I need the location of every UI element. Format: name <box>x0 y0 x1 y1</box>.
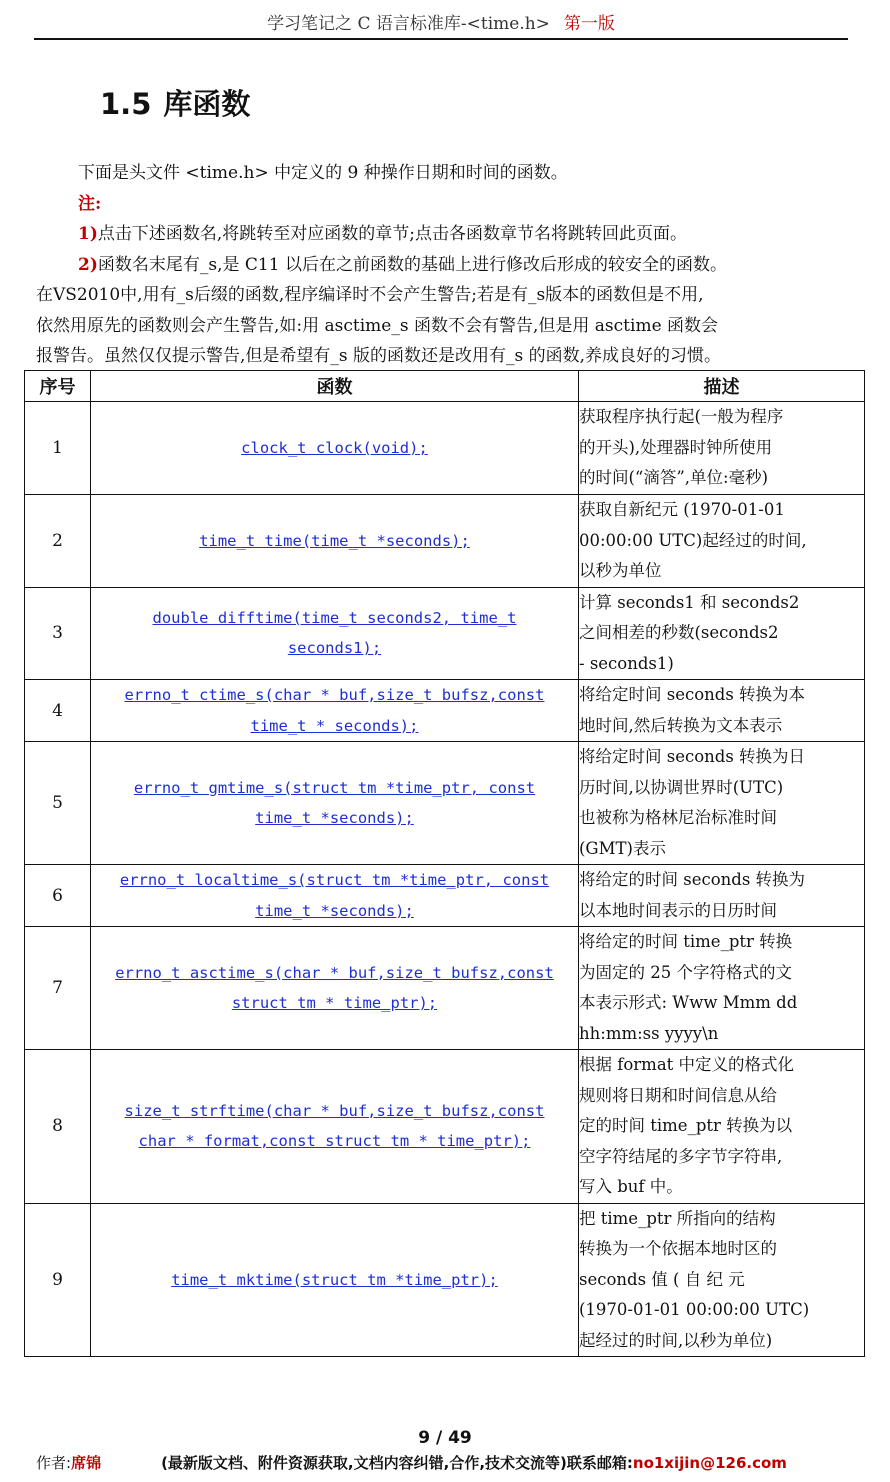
function-cell <box>91 680 579 742</box>
header-title: 学习笔记之 C 语言标准库-<time.h> <box>267 14 550 34</box>
function-link-asctime-s[interactable]: errno_t asctime_s(char * buf,size_t bufsz,const struct tm * time_ptr); <box>115 963 554 1012</box>
function-link-mktime[interactable]: time_t mktime(struct tm *time_ptr); <box>171 1270 498 1289</box>
note-2 <box>36 250 852 281</box>
table-row <box>25 495 865 588</box>
description-cell: 根据 format 中定义的格式化 规则将日期和时间信息从给 定的时间 time_ptr 转换为以 空字符结尾的多字节字符串, 写入 buf 中。 <box>579 1050 865 1204</box>
table-row <box>25 587 865 680</box>
row-number: 1 <box>25 402 91 495</box>
note-2-line: 依然用原先的函数则会产生警告,如:用 asctime_s 函数不会有警告,但是用 asctime 函数会 <box>36 315 719 336</box>
note-1-text: 点击下述函数名,将跳转至对应函数的章节;点击各函数章节名将跳转回此页面。 <box>97 224 688 244</box>
header-num: 序号 <box>25 371 91 402</box>
intro-line: 下面是头文件 <time.h> 中定义的 9 种操作日期和时间的函数。 <box>78 163 568 183</box>
table-row <box>25 1050 865 1204</box>
function-link-time[interactable]: time_t time(time_t *seconds); <box>199 531 470 550</box>
description-cell: 将给定时间 seconds 转换为本 地时间,然后转换为文本表示 <box>579 680 865 742</box>
function-cell <box>91 495 579 588</box>
table-row <box>25 402 865 495</box>
note-2-line: 在VS2010中,用有_s后缀的函数,程序编译时不会产生警告;若是有_s版本的函数但是不用, <box>36 285 704 305</box>
note-2-number: 2) <box>78 254 98 275</box>
function-cell <box>91 742 579 865</box>
function-cell <box>91 1203 579 1357</box>
table-header-row <box>25 371 865 402</box>
function-link-difftime[interactable]: double difftime(time_t seconds2, time_t seconds1); <box>152 608 517 658</box>
row-number: 4 <box>25 680 91 742</box>
function-link-strftime[interactable]: size_t strftime(char * buf,size_t bufsz,const char * format,const struct tm * time_ptr); <box>124 1101 545 1151</box>
function-link-gmtime-s[interactable]: errno_t gmtime_s(struct tm *time_ptr, const time_t *seconds); <box>133 778 536 827</box>
function-cell <box>91 927 579 1050</box>
table-row <box>25 1203 865 1357</box>
function-cell <box>91 865 579 927</box>
footer <box>36 1452 852 1473</box>
footer-email[interactable]: no1xijin@126.com <box>632 1454 787 1472</box>
note-2-line: 报警告。虽然仅仅提示警告,但是希望有_s 版的函数还是改用有_s 的函数,养成良好的习惯。 <box>36 346 722 366</box>
description-cell: 计算 seconds1 和 seconds2 之间相差的秒数(seconds2 - seconds1) <box>579 587 865 680</box>
header-func: 函数 <box>91 371 579 402</box>
description-cell: 把 time_ptr 所指向的结构 转换为一个依据本地时区的 seconds 值 ( 自 纪 元 (1970-01-01 00:00:00 UTC) 起经过的时间,以秒为单位) <box>579 1203 865 1357</box>
header-version: 第一版 <box>563 14 615 34</box>
row-number: 2 <box>25 495 91 588</box>
section-heading <box>100 82 250 123</box>
row-number: 6 <box>25 865 91 927</box>
footer-info: (最新版文档、附件资源获取,文档内容纠错,合作,技术交流等)联系邮箱: <box>161 1454 633 1472</box>
author-label: 作者: <box>36 1454 72 1472</box>
author-name: 席锦 <box>71 1454 102 1472</box>
functions-table <box>24 370 865 1357</box>
intro-text <box>36 158 852 372</box>
header-desc: 描述 <box>579 371 865 402</box>
row-number: 9 <box>25 1203 91 1357</box>
function-cell <box>91 587 579 680</box>
function-cell <box>91 1050 579 1204</box>
description-cell: 将给定的时间 time_ptr 转换 为固定的 25 个字符格式的文 本表示形式: Www Mmm dd hh:mm:ss yyyy\n <box>579 927 865 1050</box>
description-cell: 将给定时间 seconds 转换为日 历时间,以协调世界时(UTC) 也被称为格林尼治标准时间 (GMT)表示 <box>579 742 865 865</box>
function-link-ctime-s[interactable]: errno_t ctime_s(char * buf,size_t bufsz,const time_t * seconds); <box>124 686 545 735</box>
description-cell: 获取程序执行起(一般为程序 的开头),处理器时钟所使用 的时间(“滴答”,单位:毫秒) <box>579 402 865 495</box>
page-number: 9 / 49 <box>418 1428 472 1448</box>
page-header <box>34 10 848 40</box>
description-cell: 获取自新纪元 (1970-01-01 00:00:00 UTC)起经过的时间, 以秒为单位 <box>579 495 865 588</box>
section-title: 库函数 <box>163 87 251 121</box>
function-link-localtime-s[interactable]: errno_t localtime_s(struct tm *time_ptr, const time_t *seconds); <box>119 871 550 920</box>
note-1 <box>36 219 852 250</box>
function-cell <box>91 402 579 495</box>
row-number: 3 <box>25 587 91 680</box>
table-row <box>25 865 865 927</box>
table-row <box>25 927 865 1050</box>
note-2-text: 函数名末尾有_s,是 C11 以后在之前函数的基础上进行修改后形成的较安全的函数。 <box>97 254 727 275</box>
row-number: 8 <box>25 1050 91 1204</box>
table-row <box>25 680 865 742</box>
section-number: 1.5 <box>100 87 152 121</box>
note-label: 注: <box>78 193 102 214</box>
function-link-clock[interactable]: clock_t clock(void); <box>241 438 428 457</box>
note-1-number: 1) <box>78 224 98 244</box>
description-cell: 将给定的时间 seconds 转换为 以本地时间表示的日历时间 <box>579 865 865 927</box>
row-number: 5 <box>25 742 91 865</box>
row-number: 7 <box>25 927 91 1050</box>
table-row <box>25 742 865 865</box>
